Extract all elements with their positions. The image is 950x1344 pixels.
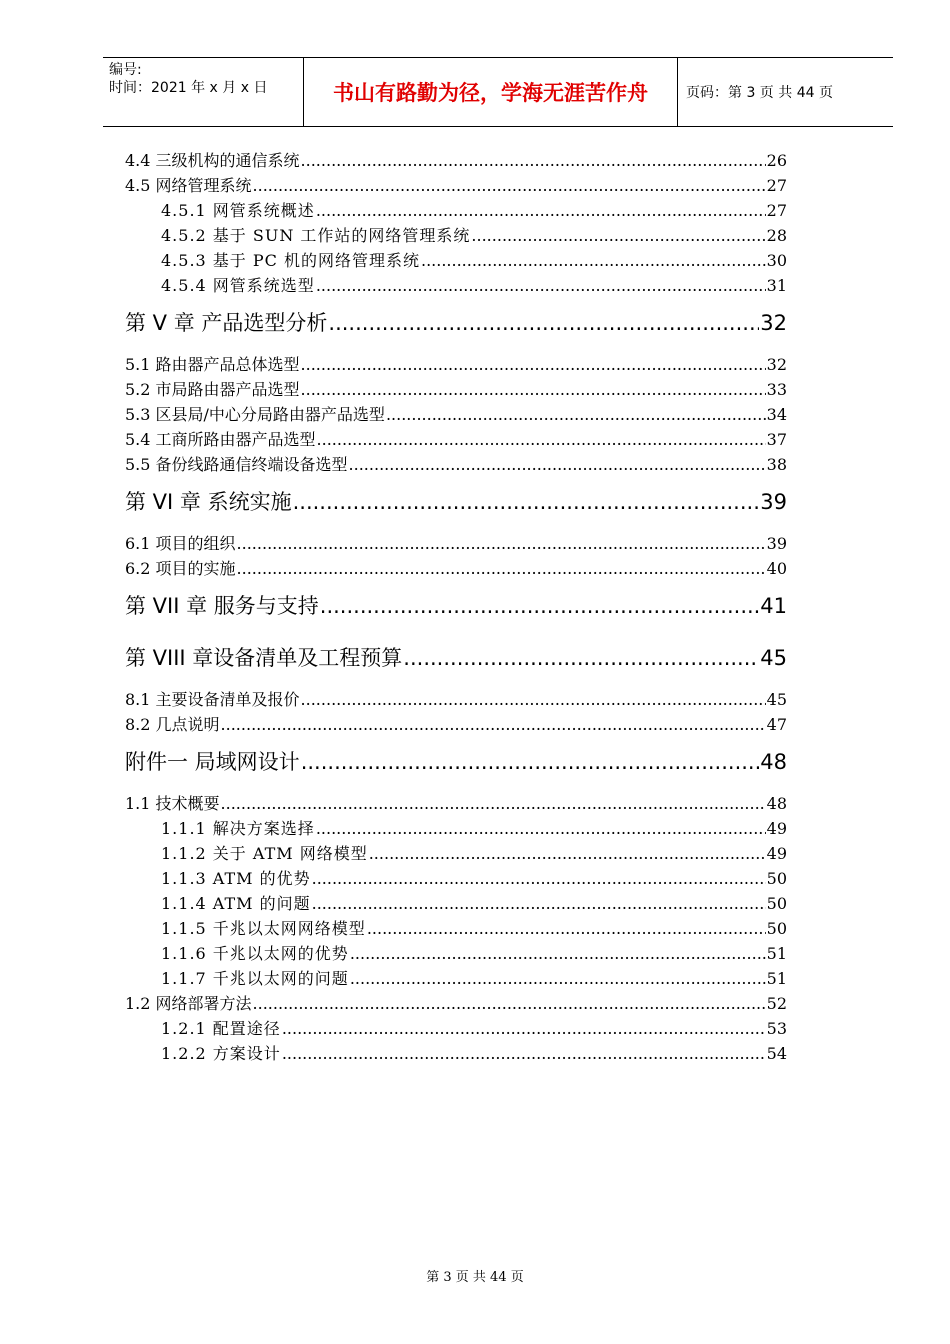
toc-entry[interactable] bbox=[125, 712, 787, 737]
toc-entry-page: 47 bbox=[766, 715, 787, 734]
toc-dot-leader bbox=[350, 941, 766, 966]
toc-dot-leader bbox=[350, 966, 766, 991]
toc-entry-page: 40 bbox=[766, 559, 787, 578]
toc-entry-page: 48 bbox=[760, 750, 787, 774]
toc-entry-page: 48 bbox=[766, 794, 787, 813]
toc-entry-page: 34 bbox=[766, 405, 787, 424]
toc-entry-title: 1.2.1 配置途径 bbox=[161, 1019, 281, 1038]
toc-entry-page: 31 bbox=[766, 276, 787, 295]
toc-dot-leader bbox=[253, 173, 766, 198]
toc-entry[interactable] bbox=[125, 273, 787, 298]
toc-entry-title: 4.5.1 网管系统概述 bbox=[161, 201, 315, 220]
toc-entry[interactable] bbox=[125, 487, 787, 517]
toc-entry-page: 28 bbox=[766, 226, 787, 245]
toc-entry[interactable] bbox=[125, 841, 787, 866]
toc-entry-title: 第 V 章 产品选型分析 bbox=[125, 311, 328, 335]
toc-entry[interactable] bbox=[125, 891, 787, 916]
toc-dot-leader bbox=[328, 308, 759, 338]
toc-entry-title: 1.1.5 千兆以太网网络模型 bbox=[161, 919, 366, 938]
toc-entry-page: 50 bbox=[766, 919, 787, 938]
toc-entry-title: 8.2 几点说明 bbox=[125, 715, 220, 734]
toc-entry-title: 1.2 网络部署方法 bbox=[125, 994, 252, 1013]
toc-entry-title: 1.1 技术概要 bbox=[125, 794, 220, 813]
toc-entry-page: 32 bbox=[760, 311, 787, 335]
toc-entry[interactable] bbox=[125, 148, 787, 173]
toc-dot-leader bbox=[221, 712, 766, 737]
toc-entry-page: 50 bbox=[766, 894, 787, 913]
toc-entry-title: 第 VI 章 系统实施 bbox=[125, 490, 292, 514]
toc-entry-page: 51 bbox=[766, 944, 787, 963]
toc-entry-title: 1.1.3 ATM 的优势 bbox=[161, 869, 311, 888]
toc-entry-title: 1.2.2 方案设计 bbox=[161, 1044, 281, 1063]
toc-dot-leader bbox=[237, 556, 766, 581]
toc-entry-page: 45 bbox=[766, 690, 787, 709]
header-page-info: 页码：第 3 页 共 44 页 bbox=[686, 85, 833, 101]
toc-entry-page: 27 bbox=[766, 176, 787, 195]
toc-entry[interactable] bbox=[125, 643, 787, 673]
toc-entry-page: 38 bbox=[766, 455, 787, 474]
page-footer: 第 3 页 共 44 页 bbox=[426, 1270, 524, 1285]
toc-entry-page: 39 bbox=[760, 490, 787, 514]
toc-entry[interactable] bbox=[125, 966, 787, 991]
toc-entry-page: 37 bbox=[766, 430, 787, 449]
toc-dot-leader bbox=[293, 487, 760, 517]
toc-entry[interactable] bbox=[125, 427, 787, 452]
toc-dot-leader bbox=[312, 891, 766, 916]
toc-entry[interactable] bbox=[125, 352, 787, 377]
toc-entry-page: 30 bbox=[766, 251, 787, 270]
toc-dot-leader bbox=[301, 747, 760, 777]
toc-dot-leader bbox=[367, 916, 766, 941]
page-header bbox=[103, 57, 893, 127]
toc-dot-leader bbox=[403, 643, 759, 673]
toc-entry-title: 1.1.6 千兆以太网的优势 bbox=[161, 944, 349, 963]
toc-dot-leader bbox=[301, 687, 766, 712]
toc-entry-page: 53 bbox=[766, 1019, 787, 1038]
toc-dot-leader bbox=[316, 816, 766, 841]
toc-entry-page: 41 bbox=[760, 594, 787, 618]
toc-entry-page: 45 bbox=[760, 646, 787, 670]
toc-entry-title: 4.5.2 基于 SUN 工作站的网络管理系统 bbox=[161, 226, 471, 245]
toc-entry-title: 1.1.1 解决方案选择 bbox=[161, 819, 315, 838]
toc-entry-page: 52 bbox=[766, 994, 787, 1013]
toc-entry[interactable] bbox=[125, 591, 787, 621]
toc-dot-leader bbox=[316, 198, 766, 223]
toc-entry[interactable] bbox=[125, 866, 787, 891]
toc-entry[interactable] bbox=[125, 791, 787, 816]
toc-dot-leader bbox=[282, 1016, 766, 1041]
toc-entry[interactable] bbox=[125, 402, 787, 427]
toc-entry-title: 5.5 备份线路通信终端设备选型 bbox=[125, 455, 348, 474]
toc-entry-title: 5.3 区县局/中心分局路由器产品选型 bbox=[125, 405, 385, 424]
toc-entry-title: 5.1 路由器产品总体选型 bbox=[125, 355, 300, 374]
header-motto: 书山有路勤为径，学海无涯苦作舟 bbox=[304, 58, 678, 126]
header-meta bbox=[103, 58, 304, 126]
toc-entry-title: 第 VIII 章设备清单及工程预算 bbox=[125, 646, 403, 670]
toc-entry[interactable] bbox=[125, 248, 787, 273]
toc-entry-page: 27 bbox=[766, 201, 787, 220]
toc-dot-leader bbox=[282, 1041, 766, 1066]
toc-entry-title: 1.1.2 关于 ATM 网络模型 bbox=[161, 844, 368, 863]
table-of-contents bbox=[125, 148, 787, 1066]
toc-dot-leader bbox=[320, 591, 759, 621]
toc-entry-title: 1.1.7 千兆以太网的问题 bbox=[161, 969, 349, 988]
header-number-label: 编号: bbox=[109, 62, 142, 78]
toc-entry[interactable] bbox=[125, 556, 787, 581]
toc-entry[interactable] bbox=[125, 1041, 787, 1066]
toc-dot-leader bbox=[237, 531, 766, 556]
toc-entry[interactable] bbox=[125, 816, 787, 841]
toc-entry[interactable] bbox=[125, 1016, 787, 1041]
toc-entry-title: 5.2 市局路由器产品选型 bbox=[125, 380, 300, 399]
toc-entry-title: 4.4 三级机构的通信系统 bbox=[125, 151, 300, 170]
toc-entry[interactable] bbox=[125, 991, 787, 1016]
toc-entry-title: 4.5.3 基于 PC 机的网络管理系统 bbox=[161, 251, 420, 270]
toc-entry[interactable] bbox=[125, 198, 787, 223]
toc-entry[interactable] bbox=[125, 916, 787, 941]
toc-dot-leader bbox=[471, 223, 765, 248]
toc-entry[interactable] bbox=[125, 308, 787, 338]
toc-dot-leader bbox=[386, 402, 766, 427]
toc-entry-page: 49 bbox=[766, 844, 787, 863]
toc-entry[interactable] bbox=[125, 173, 787, 198]
toc-entry-title: 8.1 主要设备清单及报价 bbox=[125, 690, 300, 709]
toc-entry[interactable] bbox=[125, 747, 787, 777]
toc-dot-leader bbox=[312, 866, 766, 891]
toc-entry-page: 32 bbox=[766, 355, 787, 374]
toc-entry-page: 49 bbox=[766, 819, 787, 838]
toc-entry-page: 39 bbox=[766, 534, 787, 553]
toc-entry-page: 51 bbox=[766, 969, 787, 988]
toc-entry-page: 33 bbox=[766, 380, 787, 399]
toc-dot-leader bbox=[301, 352, 766, 377]
toc-entry-title: 4.5 网络管理系统 bbox=[125, 176, 252, 195]
toc-entry-title: 第 VII 章 服务与支持 bbox=[125, 594, 319, 618]
toc-dot-leader bbox=[301, 377, 766, 402]
toc-entry[interactable] bbox=[125, 687, 787, 712]
toc-entry[interactable] bbox=[125, 531, 787, 556]
toc-entry-title: 5.4 工商所路由器产品选型 bbox=[125, 430, 316, 449]
toc-entry-title: 1.1.4 ATM 的问题 bbox=[161, 894, 311, 913]
toc-dot-leader bbox=[221, 791, 766, 816]
toc-entry-page: 54 bbox=[766, 1044, 787, 1063]
toc-entry-page: 26 bbox=[766, 151, 787, 170]
toc-entry-title: 附件一 局域网设计 bbox=[125, 750, 300, 774]
toc-dot-leader bbox=[369, 841, 766, 866]
toc-entry-page: 50 bbox=[766, 869, 787, 888]
toc-entry[interactable] bbox=[125, 452, 787, 477]
toc-entry[interactable] bbox=[125, 223, 787, 248]
toc-dot-leader bbox=[349, 452, 766, 477]
header-time-label: 时间：2021 年 x 月 x 日 bbox=[109, 80, 268, 96]
toc-dot-leader bbox=[421, 248, 766, 273]
toc-dot-leader bbox=[317, 427, 766, 452]
toc-entry-title: 4.5.4 网管系统选型 bbox=[161, 276, 315, 295]
toc-dot-leader bbox=[301, 148, 766, 173]
toc-dot-leader bbox=[316, 273, 766, 298]
toc-entry-title: 6.2 项目的实施 bbox=[125, 559, 236, 578]
toc-entry[interactable] bbox=[125, 941, 787, 966]
toc-entry-title: 6.1 项目的组织 bbox=[125, 534, 236, 553]
toc-entry[interactable] bbox=[125, 377, 787, 402]
toc-dot-leader bbox=[253, 991, 766, 1016]
